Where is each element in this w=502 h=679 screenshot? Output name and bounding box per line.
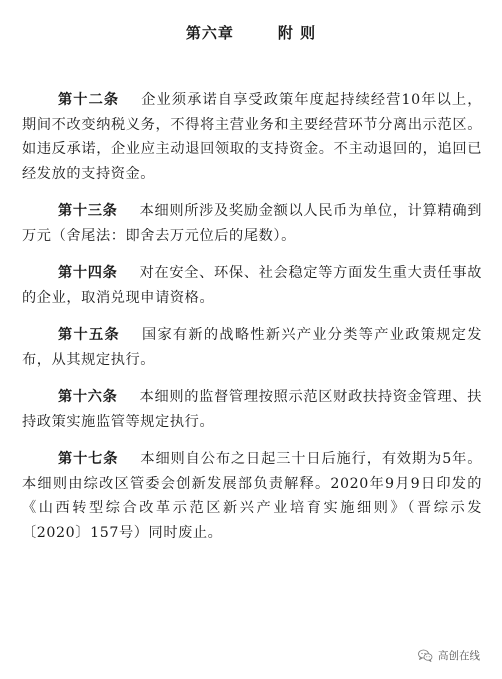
watermark-text: 高创在线 <box>438 650 480 662</box>
chapter-title <box>0 22 502 43</box>
chapter-name: 附 则 <box>277 24 317 42</box>
article-16 <box>22 385 482 434</box>
article-text: 本细则的监督管理按照示范区财政扶持资金管理、扶持政策实施监管等规定执行。 <box>22 389 482 430</box>
watermark <box>418 648 480 663</box>
wechat-icon <box>418 649 433 662</box>
article-text: 本细则所涉及奖励金额以人民币为单位，计算精确到万元（舍尾法：即舍去万元位后的尾数）。 <box>22 203 482 244</box>
article-label: 第十四条 <box>58 265 118 281</box>
article-12 <box>22 88 482 186</box>
article-13 <box>22 199 482 248</box>
chapter-number: 第六章 <box>185 24 234 42</box>
article-label: 第十七条 <box>58 451 119 467</box>
article-label: 第十三条 <box>58 203 118 219</box>
article-15 <box>22 323 482 372</box>
article-text: 本细则自公布之日起三十日后施行，有效期为5年。本细则由综改区管委会创新发展部负责解释。2020年9月9日印发的《山西转型综合改革示范区新兴产业培育实施细则》（晋综示发〔2020〕157号）同时废止。 <box>22 451 483 541</box>
article-label: 第十五条 <box>58 327 120 343</box>
article-label: 第十六条 <box>58 389 118 405</box>
article-text: 对在安全、环保、社会稳定等方面发生重大责任事故的企业，取消兑现申请资格。 <box>22 265 482 306</box>
article-text: 国家有新的战略性新兴产业分类等产业政策规定发布，从其规定执行。 <box>22 327 482 368</box>
article-label: 第十二条 <box>58 92 120 108</box>
article-17 <box>22 447 482 545</box>
article-list <box>22 88 482 558</box>
article-14 <box>22 261 482 310</box>
article-text: 企业须承诺自享受政策年度起持续经营10年以上，期间不改变纳税义务，不得将主营业务和主要经营环节分离出示范区。如违反承诺，企业应主动退回领取的支持资金。不主动退回的，追回已经发放的支持资金。 <box>22 92 483 182</box>
